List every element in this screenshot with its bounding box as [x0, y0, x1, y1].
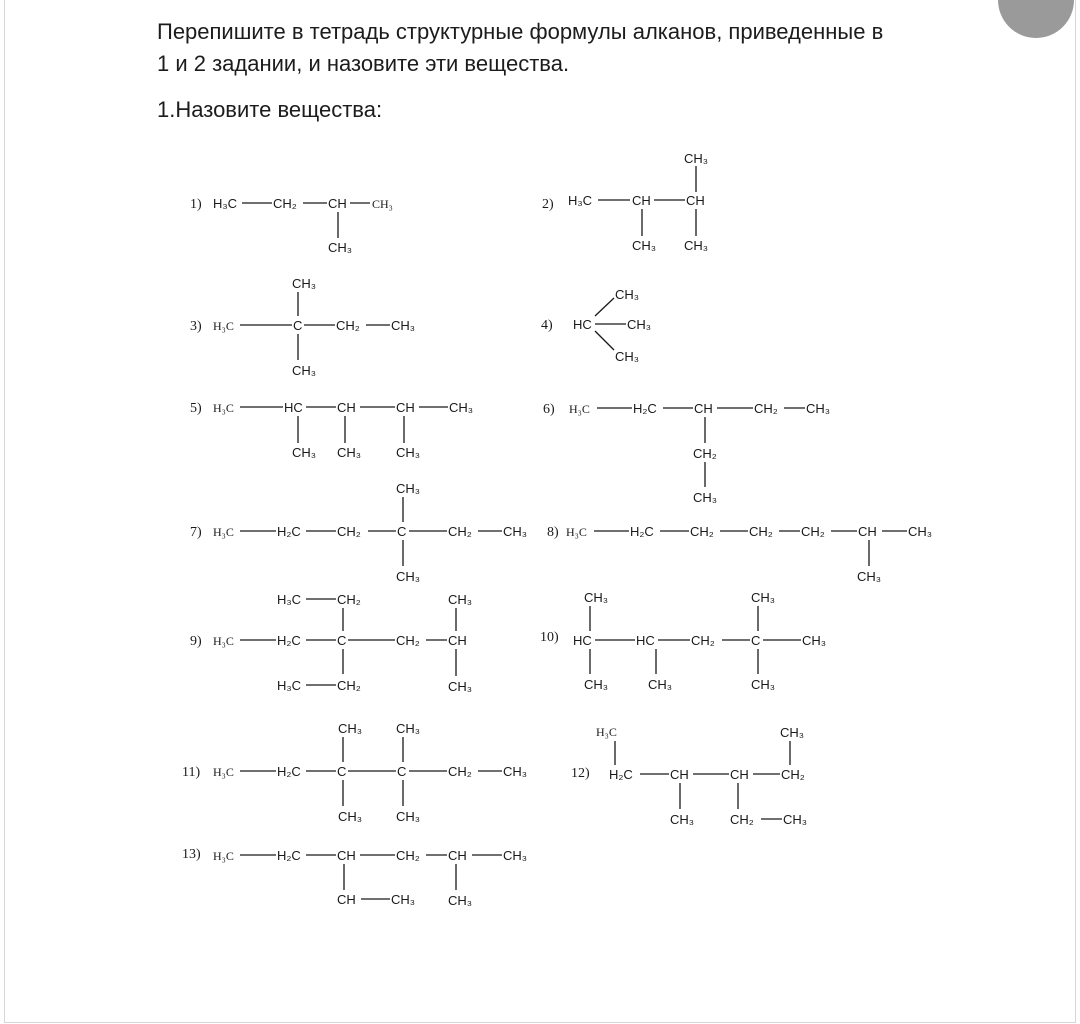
group-label: H₂C	[633, 401, 657, 416]
group-label: H₃C	[213, 196, 238, 211]
group-label: CH₂	[781, 767, 805, 782]
group-label: H₂C	[630, 524, 654, 539]
group-label: CH	[337, 400, 356, 415]
group-label: C	[337, 764, 347, 779]
task-title: 1.Назовите вещества:	[157, 97, 383, 122]
group-label: CH₂	[273, 196, 297, 211]
group-label: H₂C	[277, 848, 301, 863]
structure-4	[541, 287, 651, 364]
group-label: H₃C	[568, 193, 593, 208]
structure-number: 11)	[182, 765, 201, 780]
group-label: H₃C	[277, 678, 302, 693]
group-label: C	[337, 633, 347, 648]
group-label: CH₂	[337, 592, 361, 607]
group-label: CH₂	[396, 848, 420, 863]
structure-11	[182, 721, 527, 824]
group-label: CH₃	[448, 679, 473, 694]
structure-number: 4)	[541, 318, 553, 333]
structure-number: 12)	[571, 766, 590, 781]
group-label: CH₃	[396, 569, 421, 584]
group-label: CH₃	[292, 363, 317, 378]
structure-13	[182, 847, 527, 908]
instruction-line-1: Перепишите в тетрадь структурные формулы алканов, приведенные в	[157, 19, 884, 44]
group-label: C	[751, 633, 761, 648]
group-label: CH₃	[396, 809, 421, 824]
group-label: CH₃	[632, 238, 657, 253]
group-label: CH₃	[448, 592, 473, 607]
structure-3	[190, 276, 415, 378]
group-label: HC	[573, 633, 592, 648]
group-label: CH₃	[449, 400, 474, 415]
group-label: CH₂	[448, 764, 472, 779]
group-label: CH₂	[801, 524, 825, 539]
structure-number: 5)	[190, 401, 202, 416]
structure-number: 2)	[542, 197, 554, 212]
group-label: CH₃	[751, 590, 776, 605]
group-label: CH	[337, 848, 356, 863]
group-label: CH	[670, 767, 689, 782]
structure-5	[190, 400, 473, 460]
group-label: CH₃	[396, 721, 421, 736]
structure-7	[190, 481, 527, 584]
group-label: CH	[686, 193, 705, 208]
group-label: H₂C	[277, 764, 301, 779]
group-label: CH₂	[749, 524, 773, 539]
group-label: CH₃	[684, 151, 709, 166]
group-label: CH₃	[802, 633, 827, 648]
group-label: CH₃	[615, 287, 640, 302]
group-label: CH₃	[338, 809, 363, 824]
group-label: H₃C	[566, 525, 587, 539]
structure-12	[571, 725, 807, 827]
group-label: CH	[730, 767, 749, 782]
group-label: CH₃	[391, 892, 416, 907]
group-label: CH₃	[292, 276, 317, 291]
group-label: CH₂	[690, 524, 714, 539]
group-label: H₃C	[213, 849, 234, 863]
group-label: CH₃	[806, 401, 831, 416]
group-label: CH₃	[328, 240, 353, 255]
group-label: HC	[284, 400, 303, 415]
group-label: CH₂	[337, 524, 361, 539]
group-label: CH₂	[336, 318, 360, 333]
group-label: CH₃	[503, 524, 528, 539]
group-label: C	[397, 524, 407, 539]
group-label: CH	[328, 196, 347, 211]
group-label: CH₂	[693, 446, 717, 461]
group-label: CH	[448, 633, 467, 648]
group-label: C	[293, 318, 303, 333]
group-label: H₃C	[213, 319, 234, 333]
group-label: H₂C	[277, 524, 301, 539]
structure-number: 7)	[190, 525, 202, 540]
group-label: H₃C	[213, 765, 234, 779]
group-label: H₃C	[569, 402, 590, 416]
group-label: CH₃	[751, 677, 776, 692]
group-label: CH₃	[584, 590, 609, 605]
group-label: CH₃	[908, 524, 933, 539]
structure-number: 8)	[547, 525, 559, 540]
structure-9	[190, 592, 472, 694]
structure-8	[547, 524, 932, 584]
structure-2	[542, 151, 708, 253]
structure-number: 13)	[182, 847, 201, 862]
group-label: CH₃	[857, 569, 882, 584]
structure-number: 6)	[543, 402, 555, 417]
structure-1	[190, 196, 393, 255]
group-label: CH	[337, 892, 356, 907]
group-label: CH	[694, 401, 713, 416]
group-label: CH	[448, 848, 467, 863]
group-label: H₂C	[609, 767, 633, 782]
group-label: CH	[396, 400, 415, 415]
structure-number: 3)	[190, 319, 202, 334]
group-label: HC	[573, 317, 592, 332]
group-label: CH₃	[627, 317, 652, 332]
group-label: CH	[858, 524, 877, 539]
group-label: H₃C	[277, 592, 302, 607]
group-label: CH₃	[292, 445, 317, 460]
group-label: CH₃	[648, 677, 673, 692]
group-label: CH₃	[396, 481, 421, 496]
group-label: CH₃	[448, 893, 473, 908]
group-label: H₃C	[213, 401, 234, 415]
group-label: CH₃	[391, 318, 416, 333]
group-label: CH₃	[780, 725, 805, 740]
group-label: CH₂	[337, 678, 361, 693]
structure-6	[543, 401, 830, 505]
group-label: CH₃	[783, 812, 808, 827]
structure-number: 10)	[540, 630, 559, 645]
group-label: CH₃	[396, 445, 421, 460]
group-label: CH₃	[372, 197, 393, 211]
group-label: CH₂	[691, 633, 715, 648]
group-label: CH₂	[396, 633, 420, 648]
group-label: C	[397, 764, 407, 779]
instruction-line-2: 1 и 2 задании, и назовите эти вещества.	[157, 51, 570, 76]
group-label: CH₂	[448, 524, 472, 539]
group-label: CH₃	[670, 812, 695, 827]
structure-number: 9)	[190, 634, 202, 649]
group-label: H₃C	[596, 725, 617, 739]
group-label: CH₃	[584, 677, 609, 692]
group-label: CH₃	[684, 238, 709, 253]
group-label: CH₃	[503, 764, 528, 779]
structure-10	[540, 590, 826, 692]
group-label: CH₃	[693, 490, 718, 505]
group-label: CH₃	[338, 721, 363, 736]
group-label: H₃C	[213, 525, 234, 539]
group-label: H₂C	[277, 633, 301, 648]
group-label: CH₃	[615, 349, 640, 364]
group-label: CH₂	[754, 401, 778, 416]
group-label: CH₂	[730, 812, 754, 827]
group-label: CH₃	[337, 445, 362, 460]
group-label: HC	[636, 633, 655, 648]
group-label: H₃C	[213, 634, 234, 648]
group-label: CH₃	[503, 848, 528, 863]
structure-number: 1)	[190, 197, 202, 212]
group-label: CH	[632, 193, 651, 208]
